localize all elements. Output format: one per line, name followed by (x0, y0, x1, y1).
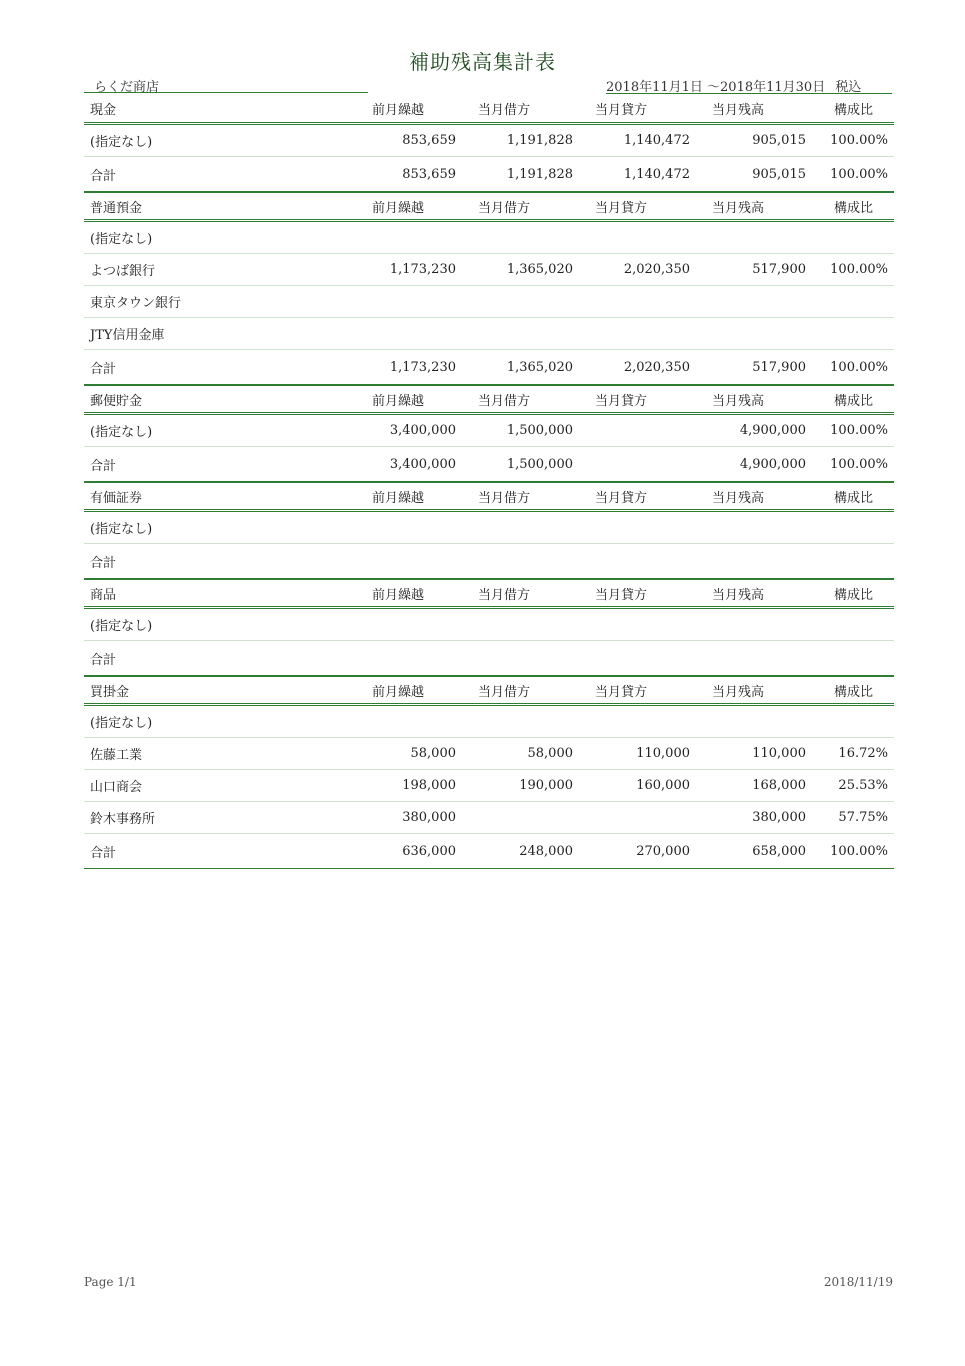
column-header: 当月貸方 (595, 103, 648, 118)
column-header: 前月繰越 (372, 490, 425, 506)
column-header: 構成比 (834, 103, 874, 118)
column-header: 構成比 (834, 490, 874, 506)
total-amount: 248,000 (519, 843, 573, 859)
total-amount: 517,900 (752, 359, 806, 375)
report-period (606, 76, 892, 94)
amount-cell: 1,191,828 (506, 133, 573, 148)
total-amount: 636,000 (402, 843, 456, 859)
column-header: 当月借方 (478, 393, 531, 409)
section-header-row (84, 192, 894, 222)
table-row (84, 512, 894, 544)
sub-account-name: JTY信用金庫 (90, 328, 165, 343)
column-header: 当月残高 (712, 587, 765, 603)
amount-cell: 853,659 (402, 133, 456, 148)
column-header: 当月残高 (712, 200, 765, 216)
column-header: 当月貸方 (595, 587, 648, 603)
sub-account-name: 佐藤工業 (90, 748, 143, 763)
total-amount: 100.00% (830, 843, 888, 859)
amount-cell: 4,900,000 (739, 423, 806, 438)
sub-account-name: (指定なし) (90, 619, 153, 634)
table-row (84, 254, 894, 286)
total-amount: 905,015 (752, 166, 806, 182)
total-label: 合計 (90, 458, 117, 474)
balance-table (84, 95, 894, 869)
report-title: 補助残高集計表 (409, 50, 556, 74)
amount-cell: 190,000 (519, 778, 573, 793)
sub-account-name: (指定なし) (90, 522, 153, 537)
total-amount: 853,659 (402, 166, 456, 182)
account-name: 商品 (90, 587, 117, 603)
section-header-row (84, 676, 894, 706)
total-amount: 3,400,000 (389, 456, 456, 472)
total-amount: 270,000 (636, 843, 690, 859)
total-label: 合計 (90, 845, 117, 861)
total-amount: 658,000 (752, 843, 806, 859)
total-label: 合計 (90, 361, 117, 377)
amount-cell: 100.00% (830, 423, 888, 438)
amount-cell: 110,000 (636, 746, 690, 761)
account-name: 現金 (90, 103, 117, 118)
amount-cell: 1,365,020 (506, 262, 573, 277)
amount-cell: 1,173,230 (389, 262, 456, 277)
sub-account-name: (指定なし) (90, 716, 153, 731)
account-section (84, 192, 894, 385)
column-header: 当月残高 (712, 684, 765, 700)
section-header-row (84, 579, 894, 609)
amount-cell: 100.00% (830, 262, 888, 277)
account-name: 有価証券 (90, 490, 143, 506)
column-header: 構成比 (834, 200, 874, 216)
column-header: 当月借方 (478, 200, 531, 216)
amount-cell: 517,900 (752, 262, 806, 277)
total-row (84, 544, 894, 579)
total-row (84, 447, 894, 482)
total-amount: 1,173,230 (389, 359, 456, 375)
amount-cell: 905,015 (752, 133, 806, 148)
column-header: 当月貸方 (595, 393, 648, 409)
amount-cell: 380,000 (752, 810, 806, 825)
column-header: 構成比 (834, 684, 874, 700)
total-row (84, 834, 894, 869)
column-header: 当月借方 (478, 587, 531, 603)
total-amount: 1,500,000 (506, 456, 573, 472)
table-row (84, 770, 894, 802)
section-header-row (84, 385, 894, 415)
amount-cell: 16.72% (838, 746, 888, 761)
page-number: Page 1/1 (84, 1275, 137, 1289)
total-amount: 4,900,000 (739, 456, 806, 472)
total-amount: 1,191,828 (506, 166, 573, 182)
period-range: 2018年11月1日 ～2018年11月30日 (606, 80, 826, 95)
total-row (84, 157, 894, 192)
amount-cell: 58,000 (527, 746, 573, 761)
column-header: 当月借方 (478, 490, 531, 506)
section-header-row (84, 95, 894, 125)
column-header: 当月残高 (712, 103, 765, 118)
column-header: 当月借方 (478, 684, 531, 700)
account-section (84, 95, 894, 192)
table-row (84, 609, 894, 641)
account-section (84, 385, 894, 482)
account-name: 郵便貯金 (90, 393, 143, 409)
account-name: 普通預金 (90, 200, 143, 216)
sub-account-name: (指定なし) (90, 425, 153, 440)
total-row (84, 641, 894, 676)
tax-mode: 税込 (835, 80, 862, 95)
column-header: 当月残高 (712, 490, 765, 506)
amount-cell: 168,000 (752, 778, 806, 793)
table-row (84, 802, 894, 834)
account-section (84, 676, 894, 869)
total-amount: 1,365,020 (506, 359, 573, 375)
column-header: 構成比 (834, 393, 874, 409)
table-row (84, 706, 894, 738)
table-row (84, 415, 894, 447)
table-row (84, 286, 894, 318)
amount-cell: 1,500,000 (506, 423, 573, 438)
column-header: 前月繰越 (372, 200, 425, 216)
sub-account-name: 東京タウン銀行 (90, 296, 182, 311)
total-label: 合計 (90, 652, 117, 668)
table-row (84, 222, 894, 254)
total-amount: 1,140,472 (623, 166, 690, 182)
total-amount: 100.00% (830, 456, 888, 472)
table-row (84, 318, 894, 350)
total-amount: 100.00% (830, 359, 888, 375)
account-section (84, 579, 894, 676)
sub-account-name: 山口商会 (90, 780, 143, 795)
total-amount: 100.00% (830, 166, 888, 182)
amount-cell: 110,000 (752, 746, 806, 761)
sub-account-name: (指定なし) (90, 135, 153, 150)
column-header: 前月繰越 (372, 684, 425, 700)
sub-account-name: (指定なし) (90, 232, 153, 247)
table-row (84, 125, 894, 157)
amount-cell: 58,000 (410, 746, 456, 761)
section-header-row (84, 482, 894, 512)
company-name: らくだ商店 (84, 76, 368, 93)
sub-account-name: よつば銀行 (90, 264, 156, 279)
amount-cell: 3,400,000 (389, 423, 456, 438)
amount-cell: 160,000 (636, 778, 690, 793)
total-label: 合計 (90, 555, 117, 571)
column-header: 当月借方 (478, 103, 531, 118)
account-name: 買掛金 (90, 684, 130, 700)
column-header: 当月残高 (712, 393, 765, 409)
column-header: 前月繰越 (372, 587, 425, 603)
total-label: 合計 (90, 168, 117, 184)
column-header: 当月貸方 (595, 200, 648, 216)
table-row (84, 738, 894, 770)
column-header: 前月繰越 (372, 103, 425, 118)
account-section (84, 482, 894, 579)
total-row (84, 350, 894, 385)
column-header: 当月貸方 (595, 490, 648, 506)
column-header: 前月繰越 (372, 393, 425, 409)
amount-cell: 380,000 (402, 810, 456, 825)
amount-cell: 198,000 (402, 778, 456, 793)
column-header: 当月貸方 (595, 684, 648, 700)
column-header: 構成比 (834, 587, 874, 603)
sub-account-name: 鈴木事務所 (90, 812, 156, 827)
print-date: 2018/11/19 (823, 1275, 893, 1289)
amount-cell: 25.53% (838, 778, 888, 793)
amount-cell: 1,140,472 (623, 133, 690, 148)
amount-cell: 2,020,350 (623, 262, 690, 277)
total-amount: 2,020,350 (623, 359, 690, 375)
amount-cell: 57.75% (838, 810, 888, 825)
amount-cell: 100.00% (830, 133, 888, 148)
